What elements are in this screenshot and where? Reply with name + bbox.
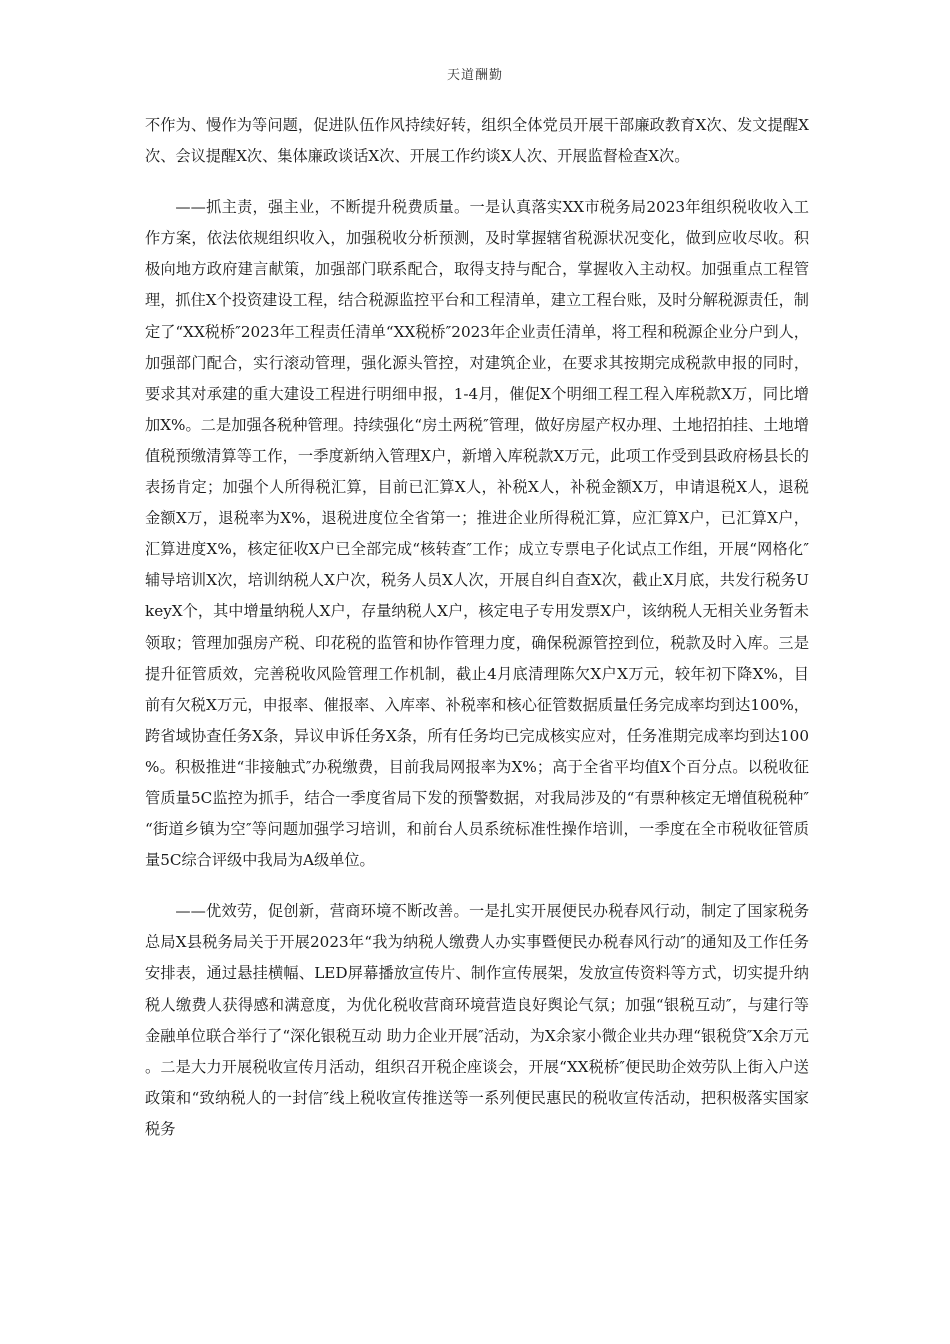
page-header: 天道酬勤 (446, 68, 503, 83)
document-body (145, 110, 809, 1145)
paragraph-tax-quality: ——抓主责，强主业，不断提升税费质量。一是认真落实XX市税务局2023年组织税收收入工作方案，依法依规组织收入，加强税收分析预测，及时掌握辖省税源状况变化，做到应收尽收。积极向地方政府建言献策，加强部门联系配合，取得支持与配合，掌握收入主动权。加强重点工程管理，抓住X个投资建设工程，结合税源监控平台和工程清单，建立工程台账，及时分解税源责任，制定了“XX税桥″2023年工程责任清单“XX税桥″2023年企业责任清单，将工程和税源企业分户到人，加强部门配合，实行滚动管理，强化源头管控，对建筑企业，在要求其按期完成税款申报的同时，要求其对承建的重大建设工程进行明细申报，1-4月，催促X个明细工程工程入库税款X万，同比增加X%。二是加强各税种管理。持续强化“房土两税″管理，做好房屋产权办理、土地招拍挂、土地增值税预缴清算等工作，一季度新纳入管理X户，新增入库税款X万元，此项工作受到县政府杨县长的表扬肯定；加强个人所得税汇算，目前已汇算X人，补税X人，补税金额X万，申请退税X人，退税金额X万，退税率为X%，退税进度位全省第一；推进企业所得税汇算，应汇算X户，已汇算X户，汇算进度X%，核定征收X户已全部完成“核转查″工作；成立专票电子化试点工作组，开展“网格化″辅导培训X次，培训纳税人X户次，税务人员X人次，开展自纠自查X次，截止X月底，共发行税务UkeyX个，其中增量纳税人X户，存量纳税人X户，核定电子专用发票X户，该纳税人无相关业务暂未领取；管理加强房产税、印花税的监管和协作管理力度，确保税源管控到位，税款及时入库。三是提升征管质效，完善税收风险管理工作机制，截止4月底清理陈欠X户X万元，较年初下降X%，目前有欠税X万元，申报率、催报率、入库率、补税率和核心征管数据质量任务完成率均到达100%，跨省域协查任务X条，异议申诉任务X条，所有任务均已完成核实应对，任务准期完成率均到达100%。积极推进“非接触式″办税缴费，目前我局网报率为X%；高于全省平均值X个百分点。以税收征管质量5C监控为抓手，结合一季度省局下发的预警数据，对我局涉及的“有票种核定无增值税税种″“街道乡镇为空″等问题加强学习培训，和前台人员系统标准性操作培训，一季度在全市税收征管质量5C综合评级中我局为A级单位。 (145, 198, 809, 870)
paragraph-gap (145, 172, 809, 192)
paragraph-business-environment: ——优效劳，促创新，营商环境不断改善。一是扎实开展便民办税春风行动，制定了国家税务总局X县税务局关于开展2023年“我为纳税人缴费人办实事暨便民办税春风行动″的通知及工作任务安排表，通过悬挂横幅、LED屏幕播放宣传片、制作宣传展架，发放宣传资料等方式，切实提升纳税人缴费人获得感和满意度，为优化税收营商环境营造良好舆论气氛；加强“银税互动″，与建行等金融单位联合举行了“深化银税互动 助力企业开展″活动，为X余家小微企业共办理“银税贷″X余万元。二是大力开展税收宣传月活动，组织召开税企座谈会，开展“XX税桥″便民助企效劳队上街入户送政策和“致纳税人的一封信″线上税收宣传推送等一系列便民惠民的税收宣传活动，把积极落实国家税务 (145, 902, 809, 1138)
paragraph-continuation: 不作为、慢作为等问题，促进队伍作风持续好转，组织全体党员开展干部廉政教育X次、发文提醒X次、会议提醒X次、集体廉政谈话X次、开展工作约谈X人次、开展监督检查X次。 (145, 116, 809, 166)
paragraph-gap (145, 876, 809, 896)
